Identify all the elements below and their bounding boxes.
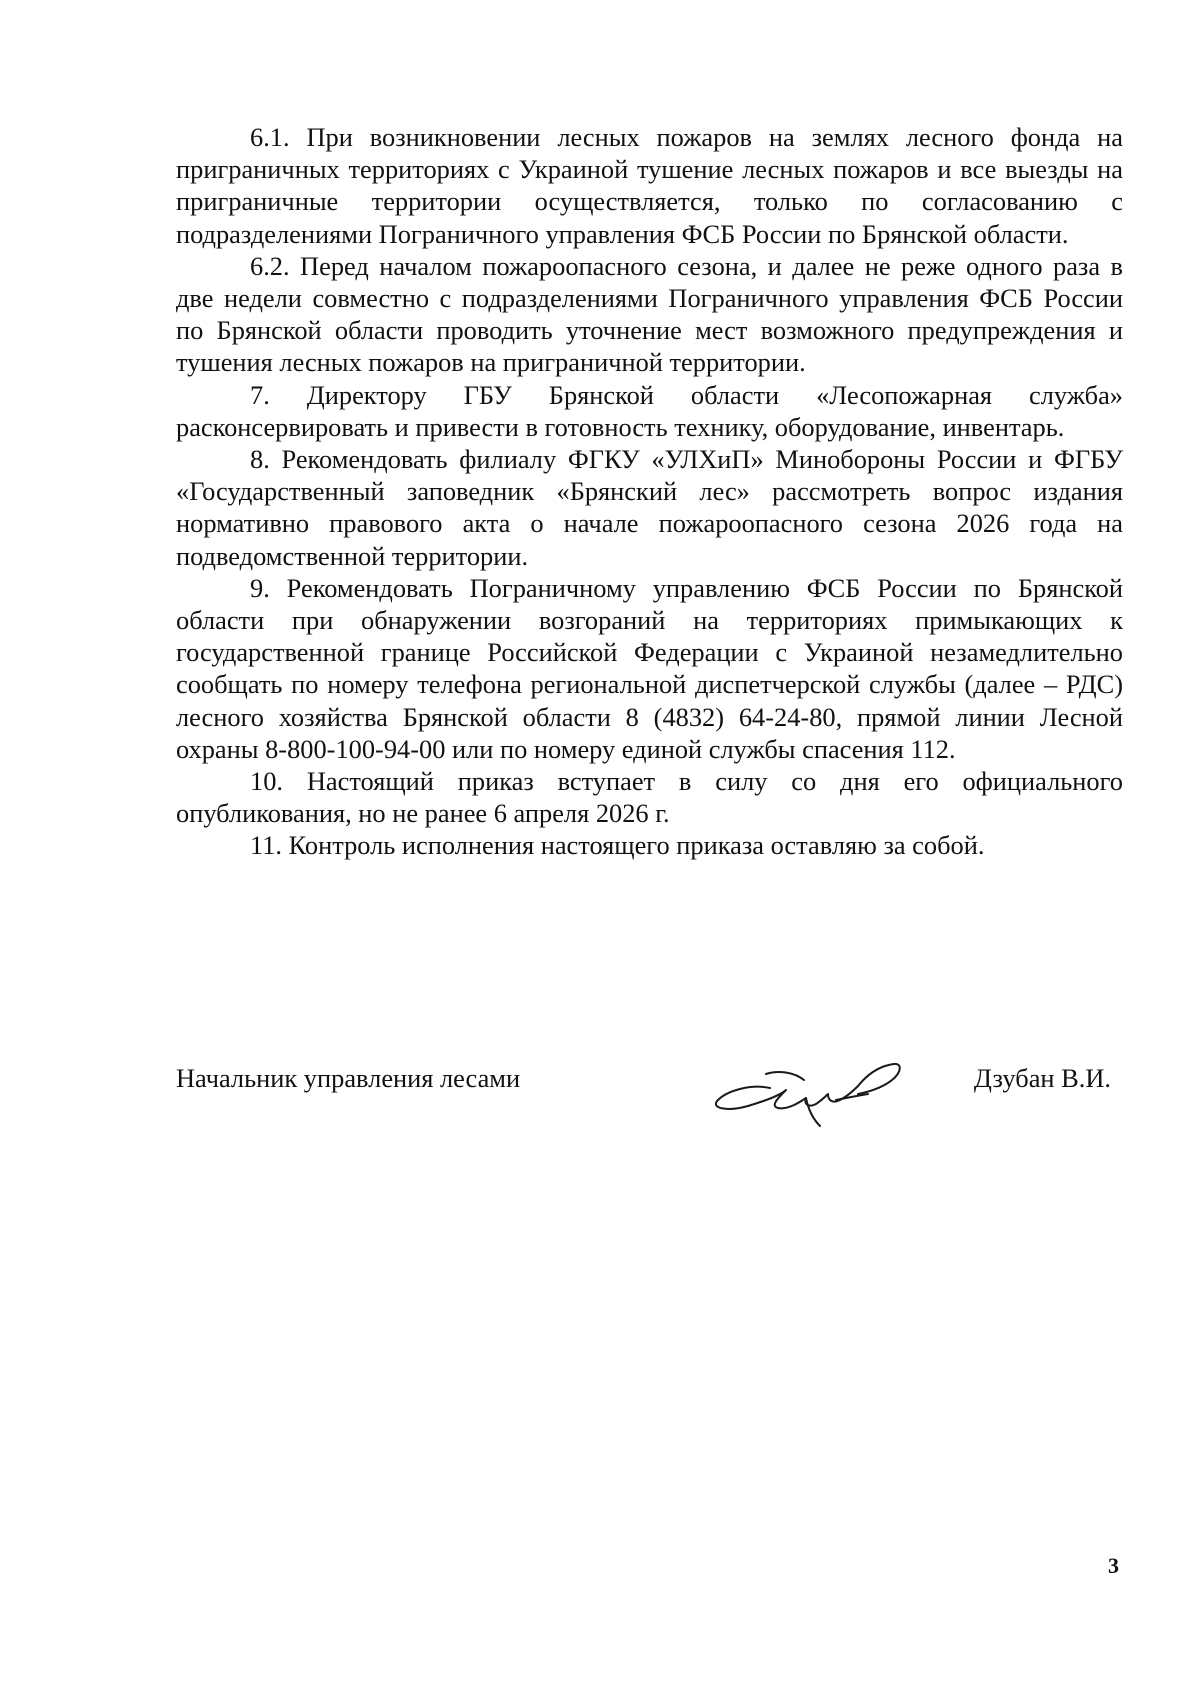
paragraph-10: 10. Настоящий приказ вступает в силу со дня его официального опубликования, но не ранее 6 апреля 2026 г. xyxy=(176,766,1123,829)
signatory-position: Начальник управления лесами xyxy=(176,1063,521,1093)
document-body xyxy=(176,121,1123,862)
paragraph-9: 9. Рекомендовать Пограничному управлению ФСБ России по Брянской области при обнаружении возгораний на территориях примыкающих к государственной границе Российской Федерации с Украиной незамедлительно сообщать по номеру телефона региональной диспетчерской службы (далее – РДС) лесного хозяйства Брянской области 8 (4832) 64-24-80, прямой линии Лесной охраны 8-800-100-94-00 или по номеру единой службы спасения 112. xyxy=(176,572,1123,764)
paragraph-7: 7. Директору ГБУ Брянской области «Лесопожарная служба» расконсервировать и привести в готовность технику, оборудование, инвентарь. xyxy=(176,379,1123,442)
paragraph-6-1: 6.1. При возникновении лесных пожаров на землях лесного фонда на приграничных территориях с Украиной тушение лесных пожаров и все выезды на приграничные территории осуществляется, только по согласованию с подразделениями Пограничного управления ФСБ России по Брянской области. xyxy=(176,122,1123,249)
signatory-name: Дзубан В.И. xyxy=(973,1063,1111,1093)
paragraph-8: 8. Рекомендовать филиалу ФГКУ «УЛХиП» Минобороны России и ФГБУ «Государственный заповедник «Брянский лес» рассмотреть вопрос издания нормативно правового акта о начале пожароопасного сезона 2026 года на подведомственной территории. xyxy=(176,444,1123,571)
paragraph-11: 11. Контроль исполнения настоящего приказа оставляю за собой. xyxy=(250,830,985,861)
page-number: 3 xyxy=(1108,1553,1119,1578)
signature-block xyxy=(176,1062,1123,1142)
paragraph-6-2: 6.2. Перед началом пожароопасного сезона, и далее не реже одного раза в две недели совместно с подразделениями Пограничного управления ФСБ России по Брянской области проводить уточнение мест возможного предупреждения и тушения лесных пожаров на приграничной территории. xyxy=(176,250,1123,378)
handwritten-signature xyxy=(708,1050,918,1130)
